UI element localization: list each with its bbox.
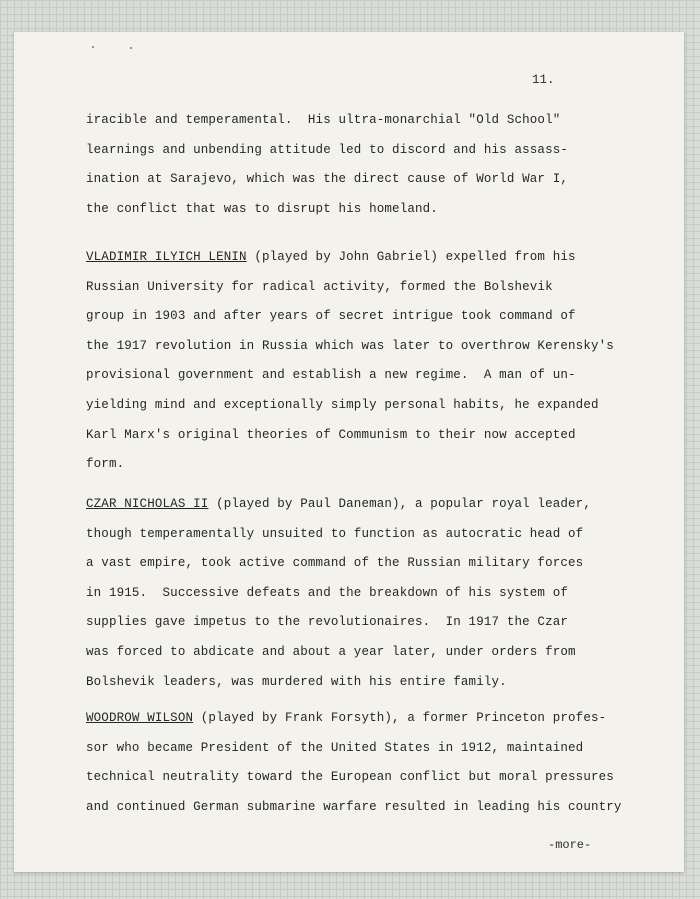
text-line bbox=[86, 490, 646, 520]
continued-marker: -more- bbox=[548, 838, 592, 852]
text-line: Bolshevik leaders, was murdered with his entire family. bbox=[86, 674, 507, 689]
character-name: CZAR NICHOLAS II bbox=[86, 497, 209, 511]
text-line: yielding mind and exceptionally simply personal habits, he expanded bbox=[86, 397, 599, 412]
paper-speck bbox=[130, 47, 132, 49]
text-fragment: (played by Frank Forsyth), a former Princeton profes- bbox=[193, 711, 607, 725]
text-line: a vast empire, took active command of the Russian military forces bbox=[86, 556, 584, 571]
page-number: 11. bbox=[532, 73, 555, 87]
paragraph-lenin bbox=[86, 243, 646, 480]
text-line: provisional government and establish a new regime. A man of un- bbox=[86, 368, 576, 383]
text-line: form. bbox=[86, 457, 125, 472]
text-line: learnings and unbending attitude led to discord and his assass- bbox=[86, 142, 569, 157]
text-line: iracible and temperamental. His ultra-monarchial "Old School" bbox=[86, 113, 561, 127]
text-fragment: (played by Paul Daneman), a popular royal leader, bbox=[208, 497, 591, 511]
text-fragment: (played by John Gabriel) expelled from his bbox=[246, 250, 576, 264]
text-line: group in 1903 and after years of secret intrigue took command of bbox=[86, 309, 576, 324]
character-name: WOODROW WILSON bbox=[86, 711, 194, 725]
paragraph-continuation bbox=[86, 106, 646, 224]
text-line: Russian University for radical activity, formed the Bolshevik bbox=[86, 279, 553, 294]
text-line: was forced to abdicate and about a year later, under orders from bbox=[86, 644, 576, 659]
text-line: and continued German submarine warfare resulted in leading his country bbox=[86, 799, 622, 814]
character-name: VLADIMIR ILYICH LENIN bbox=[86, 250, 247, 264]
text-line: though temperamentally unsuited to function as autocratic head of bbox=[86, 526, 584, 541]
text-line: the 1917 revolution in Russia which was later to overthrow Kerensky's bbox=[86, 338, 614, 353]
text-line: Karl Marx's original theories of Communism to their now accepted bbox=[86, 427, 576, 442]
text-line: technical neutrality toward the European conflict but moral pressures bbox=[86, 770, 614, 785]
text-line bbox=[86, 704, 646, 734]
paragraph-nicholas bbox=[86, 490, 646, 697]
text-line: ination at Sarajevo, which was the direct cause of World War I, bbox=[86, 172, 569, 187]
paper-speck bbox=[92, 46, 94, 48]
paragraph-wilson bbox=[86, 704, 646, 822]
text-line: sor who became President of the United States in 1912, maintained bbox=[86, 740, 584, 755]
text-line: supplies gave impetus to the revolutionaires. In 1917 the Czar bbox=[86, 615, 569, 630]
text-line: the conflict that was to disrupt his homeland. bbox=[86, 201, 438, 216]
text-line: in 1915. Successive defeats and the breakdown of his system of bbox=[86, 585, 569, 600]
text-line bbox=[86, 243, 646, 273]
